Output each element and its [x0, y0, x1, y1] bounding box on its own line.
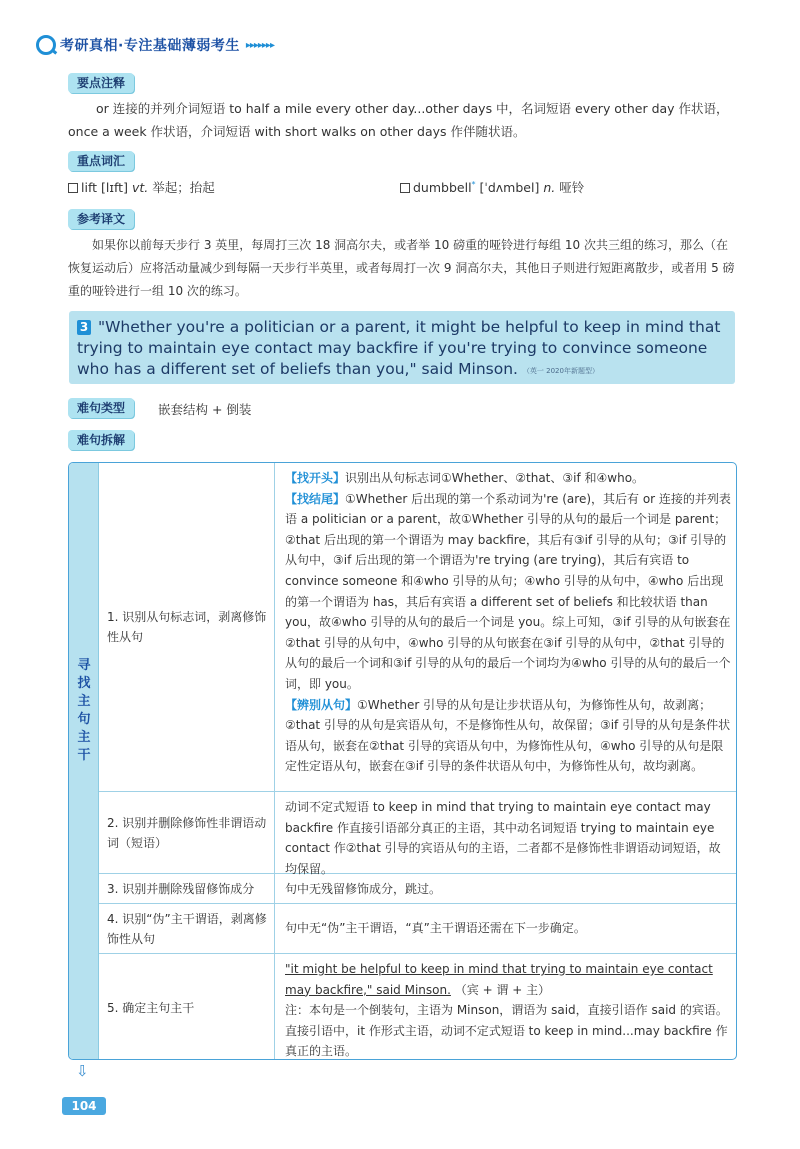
block-text: 句中无“伪”主干谓语，“真”主干谓语还需在下一步确定。 [285, 921, 586, 935]
table-row [99, 954, 736, 1060]
block-text: 句中无残留修饰成分，跳过。 [285, 882, 442, 896]
vocab-pos: n. [543, 180, 556, 195]
vocab-word: lift [lɪft] [81, 180, 128, 195]
vocab-item-lift [68, 178, 215, 196]
block-text: 动词不定式短语 to keep in mind that trying to maintain eye contact may backfire 作直接引语部分真正的主语，其中动名词短语 trying to maintain eye contact 作②that 引导的宾语从句的主语，二者都不是修饰性非谓语动词短语，故均保留。 [285, 800, 721, 876]
step-content [275, 904, 736, 953]
step-label: 1. 识别从句标志词，剥离修饰性从句 [99, 463, 275, 791]
analysis-block [285, 695, 731, 777]
block-label: 【找结尾】 [285, 491, 346, 506]
notes-tag: 要点注释 [68, 73, 134, 93]
vocab-meaning: 举起；抬起 [152, 180, 215, 195]
type-value: 嵌套结构 + 倒装 [158, 402, 252, 417]
table-row [99, 792, 736, 874]
page-number: 104 [62, 1097, 106, 1115]
vocab-ipa: [ˈdʌmbel] [479, 180, 540, 195]
breakdown-tag: 难句拆解 [68, 430, 134, 450]
vocab-star-icon: * [471, 179, 476, 189]
analysis-block [285, 489, 731, 695]
step-content [275, 954, 736, 1060]
down-arrow-icon: ⇩ [76, 1062, 89, 1080]
step-content [275, 792, 736, 876]
sentence-source: （英一 2020年新题型） [522, 367, 599, 375]
side-label [69, 657, 99, 765]
block-text: ①Whether 后出现的第一个系动词为're (are)，其后有 or 连接的并列表语 a politician or a parent，故①Whether 引导的从句的最后一个词是 parent；②that 后出现的第一个谓语为 may backfire，其后有③if 引导的从句；③if 引导的从句中，③if 后出现的第一个谓语为're trying (are trying)，其后有宾语 to convince someone 和④who 引导的从句；④who 引导的从句中，④who 后出现的第一个谓语为 has，其后有宾语 a different set of beliefs 和比较状语 than you，故④who 引导的从句的最后一个词是 you。综上可知，③if 引导的从句嵌套在②that 引导的从句中，④who 引导的从句嵌套在③if 引导的从句中，②that 引导的从句的最后一个词和③if 引导的从句的最后一个词均为④who 引导的从句的最后一个词，即 you。 [285, 491, 731, 691]
table-row [99, 463, 736, 792]
vocab-word: dumbbell [413, 180, 472, 195]
checkbox-icon [68, 183, 78, 193]
main-clause-formula: （宾 + 谓 + 主） [454, 982, 551, 997]
step-label: 4. 识别“伪”主干谓语，剥离修饰性从句 [99, 904, 275, 953]
key-sentence-box [69, 311, 735, 384]
block-label: 【辨别从句】 [285, 697, 358, 712]
header-brand [36, 34, 274, 56]
sentence-number: 3 [77, 320, 91, 335]
block-label: 【找开头】 [285, 471, 346, 485]
analysis-block [285, 468, 731, 489]
brand-logo-icon [36, 35, 56, 55]
step-label: 2. 识别并删除修饰性非谓语动词（短语） [99, 792, 275, 873]
translation-tag: 参考译文 [68, 209, 134, 229]
vocab-item-dumbbell [400, 178, 584, 196]
vocab-meaning: 哑铃 [559, 180, 585, 195]
side-label-text: 寻找主句主干 [77, 658, 91, 763]
brand-arrows-icon: ▸▸▸▸▸▸▸ [245, 39, 274, 51]
block-text: 识别出从句标志词①Whether、②that、③if 和④who。 [345, 471, 645, 485]
notes-text: or 连接的并列介词短语 to half a mile every other day...other days 中，名词短语 every other day 作状语，once a week 作状语，介词短语 with short walks on other days 作伴随状语。 [68, 101, 729, 139]
main-clause-note: 注：本句是一个倒装句，主语为 Minson，谓语为 said，直接引语作 said 的宾语。直接引语中，it 作形式主语，动词不定式短语 to keep in mind...may backfire 作真正的主语。 [285, 1003, 728, 1059]
main-clause-underlined: "it might be helpful to keep in mind that trying to maintain eye contact may backfire," said Minson. [285, 962, 713, 997]
side-column [69, 463, 99, 1059]
step-content [275, 463, 736, 791]
translation-text: 如果你以前每天步行 3 英里，每周打三次 18 洞高尔夫，或者举 10 磅重的哑铃进行每组 10 次共三组的练习，那么（在恢复运动后）应将活动量减少到每隔一天步行半英里，或者每周打一次 9 洞高尔夫，其他日子则进行短距离散步，或者用 5 磅重的哑铃进行一组 10 次的练习。 [68, 238, 735, 298]
checkbox-icon [400, 183, 410, 193]
vocab-tag: 重点词汇 [68, 151, 134, 171]
analysis-table [68, 462, 737, 1060]
block-text: ①Whether 引导的从句是让步状语从句，为修饰性从句，故剥离；②that 引导的从句是宾语从句，不是修饰性从句，故保留；③if 引导的从句是条件状语从句，嵌套在②that 引导的宾语从句中，为修饰性从句，④who 引导的从句是限定性定语从句，嵌套在③if 引导的条件状语从句中，为修饰性从句，故均剥离。 [285, 697, 731, 774]
table-row [99, 904, 736, 954]
brand-title: 考研真相·专注基础薄弱考生 [60, 38, 240, 54]
type-tag: 难句类型 [68, 398, 134, 418]
step-label: 3. 识别并删除残留修饰成分 [99, 874, 275, 903]
step-content [275, 874, 736, 903]
sentence-text: "Whether you're a politician or a parent, it might be helpful to keep in mind that trying to maintain eye contact may backfire if you're trying to convince someone who has a different set of beliefs than you," said Minson. [77, 318, 721, 378]
vocab-pos: vt. [131, 180, 149, 195]
step-label: 5. 确定主句主干 [99, 954, 275, 1060]
table-row [99, 874, 736, 904]
